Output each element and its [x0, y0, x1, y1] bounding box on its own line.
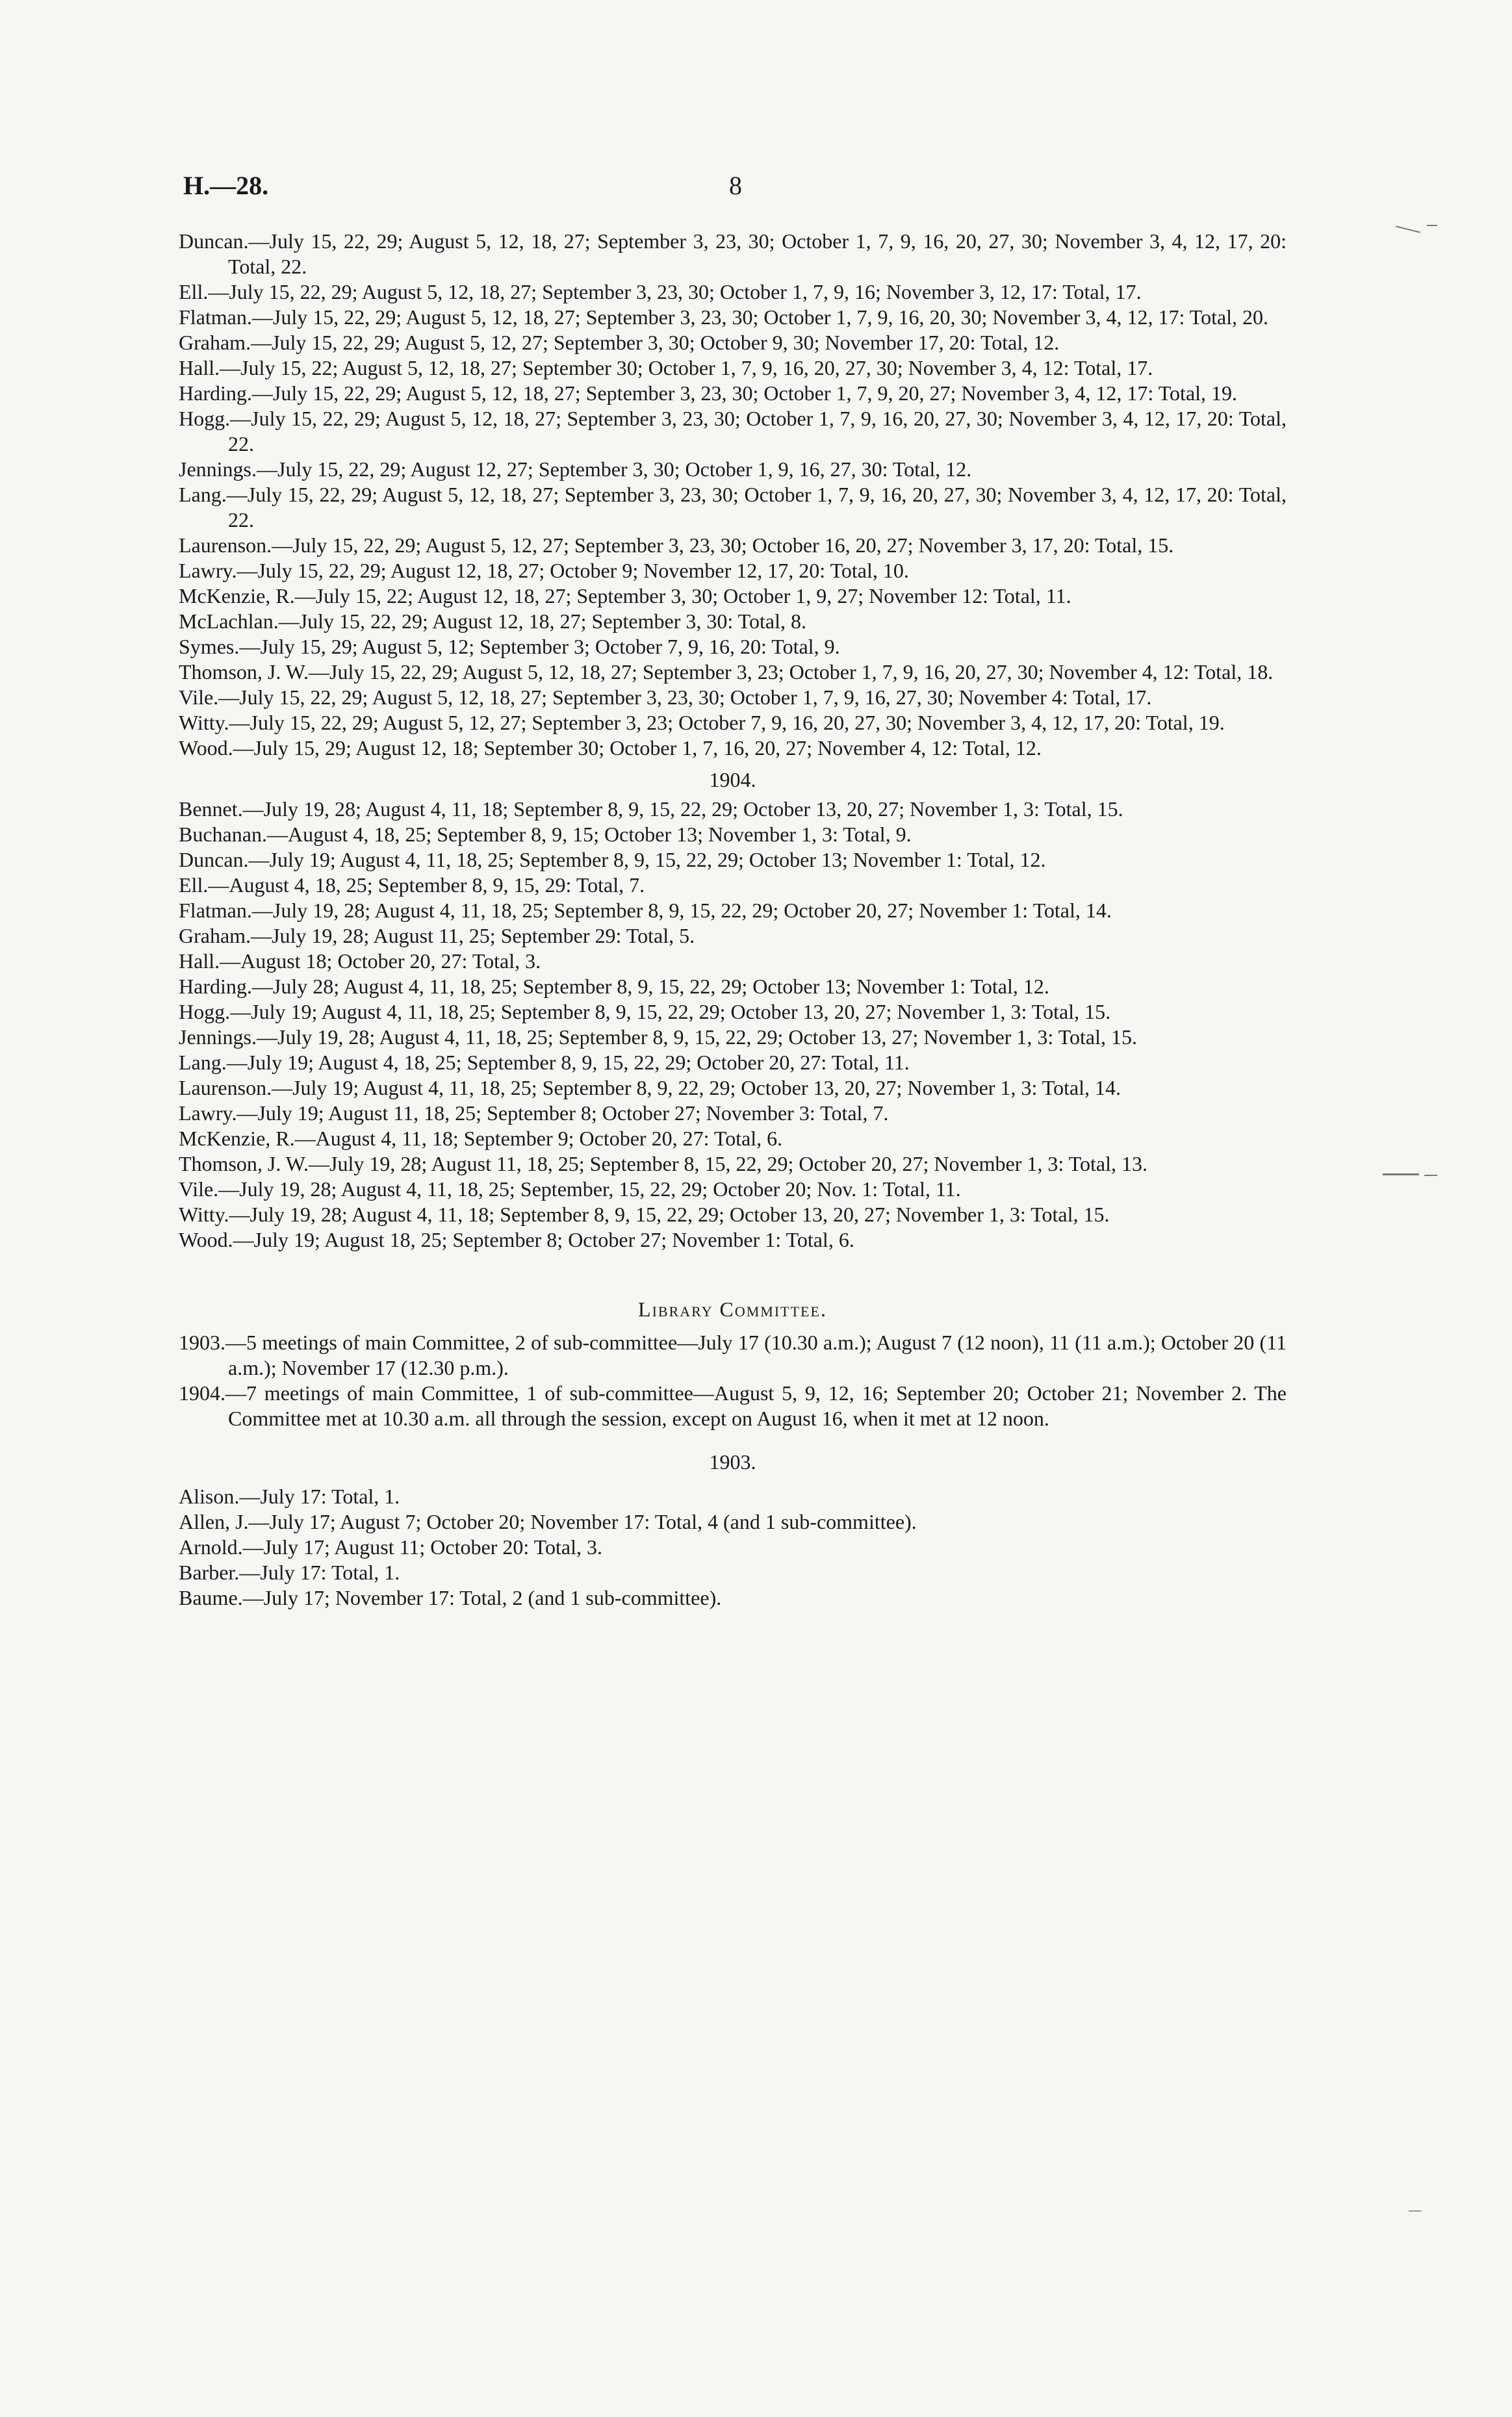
margin-mark [1409, 2210, 1422, 2212]
margin-mark [1396, 225, 1420, 233]
attendance-entry: Bennet.—July 19, 28; August 4, 11, 18; September 8, 9, 15, 22, 29; October 13, 20, 27; November 1, 3: Total, 15. [179, 797, 1123, 821]
attendance-entry: Harding.—July 15, 22, 29; August 5, 12, 18, 27; September 3, 23, 30; October 1, 7, 9, 20, 27; November 3, 4, 12, 17: Total, 19. [179, 381, 1238, 405]
attendance-entry: Thomson, J. W.—July 19, 28; August 11, 18, 25; September 8, 15, 22, 29; October 20, 27; November 1, 3: Total, 13. [179, 1152, 1148, 1175]
attendance-entry: Jennings.—July 15, 22, 29; August 12, 27; September 3, 30; October 1, 9, 16, 27, 30: Total, 12. [179, 457, 972, 481]
attendance-entry: Witty.—July 15, 22, 29; August 5, 12, 27; September 3, 23; October 7, 9, 16, 20, 27, 30; November 3, 4, 12, 17, 20: Total, 19. [179, 711, 1225, 734]
attendance-entry: Graham.—July 19, 28; August 11, 25; September 29: Total, 5. [179, 924, 695, 947]
year-heading-1904: 1904. [709, 768, 756, 791]
attendance-entry: Duncan.—July 19; August 4, 11, 18, 25; September 8, 9, 15, 22, 29; October 13; November 1: Total, 12. [179, 848, 1046, 871]
attendance-entry: Allen, J.—July 17; August 7; October 20; November 17: Total, 4 (and 1 sub-committee). [179, 1510, 917, 1533]
attendance-entry: Hogg.—July 15, 22, 29; August 5, 12, 18, 27; September 3, 23, 30; October 1, 7, 9, 16, 20, 27, 30; November 3, 4, 12, 17, 20: Total, 22. [179, 407, 1287, 455]
attendance-entry: Baume.—July 17; November 17: Total, 2 (and 1 sub-committee). [179, 1586, 722, 1609]
attendance-list-1903-continued [179, 229, 1287, 761]
attendance-entry: Hogg.—July 19; August 4, 11, 18, 25; September 8, 9, 15, 22, 29; October 13, 20, 27; November 1, 3: Total, 15. [179, 1000, 1111, 1023]
page-body [179, 229, 1287, 1611]
attendance-entry: Barber.—July 17: Total, 1. [179, 1561, 400, 1584]
attendance-entry: Laurenson.—July 15, 22, 29; August 5, 12, 27; September 3, 23, 30; October 16, 20, 27; November 3, 17, 20: Total, 15. [179, 533, 1174, 557]
attendance-entry: Lang.—July 19; August 4, 18, 25; September 8, 9, 15, 22, 29; October 20, 27: Total, 11. [179, 1051, 910, 1074]
library-committee-summaries [179, 1330, 1287, 1431]
attendance-list-1904 [179, 797, 1287, 1253]
attendance-entry: Buchanan.—August 4, 18, 25; September 8, 9, 15; October 13; November 1, 3: Total, 9. [179, 823, 912, 846]
attendance-entry: Flatman.—July 19, 28; August 4, 11, 18, 25; September 8, 9, 15, 22, 29; October 20, 27; November 1: Total, 14. [179, 899, 1112, 922]
page-number: 8 [729, 171, 742, 200]
attendance-entry: Harding.—July 28; August 4, 11, 18, 25; September 8, 9, 15, 22, 29; October 13; November 1: Total, 12. [179, 975, 1049, 998]
attendance-entry: Flatman.—July 15, 22, 29; August 5, 12, 18, 27; September 3, 23, 30; October 1, 7, 9, 16, 20, 30; November 3, 4, 12, 17: Total, 20. [179, 305, 1269, 329]
page-header [183, 170, 1288, 209]
margin-mark [1383, 1173, 1419, 1175]
attendance-entry: Hall.—July 15, 22; August 5, 12, 18, 27; September 30; October 1, 7, 9, 16, 20, 27, 30; November 3, 4, 12: Total, 17. [179, 356, 1153, 379]
attendance-entry: Lawry.—July 19; August 11, 18, 25; September 8; October 27; November 3: Total, 7. [179, 1101, 889, 1125]
attendance-entry: Ell.—July 15, 22, 29; August 5, 12, 18, 27; September 3, 23, 30; October 1, 7, 9, 16; November 3, 12, 17: Total, 17. [179, 280, 1142, 303]
meeting-summary: 1904.—7 meetings of main Committee, 1 of sub-committee—August 5, 9, 12, 16; September 20; October 21; November 2. The Committee met at 10.30 a.m. all through the session, except on August 16, when it met at 12 noon. [179, 1381, 1287, 1430]
library-committee-heading: Library Committee. [638, 1298, 827, 1321]
meeting-summary: 1903.—5 meetings of main Committee, 2 of sub-committee—July 17 (10.30 a.m.); August 7 (12 noon), 11 (11 a.m.); October 20 (11 a.m.); November 17 (12.30 p.m.). [179, 1331, 1287, 1379]
library-attendance-list-1903 [179, 1484, 1287, 1611]
attendance-entry: Wood.—July 19; August 18, 25; September 8; October 27; November 1: Total, 6. [179, 1228, 854, 1251]
attendance-entry: Jennings.—July 19, 28; August 4, 11, 18, 25; September 8, 9, 15, 22, 29; October 13, 27; November 1, 3: Total, 15. [179, 1025, 1137, 1049]
attendance-entry: Witty.—July 19, 28; August 4, 11, 18; September 8, 9, 15, 22, 29; October 13, 20, 27; November 1, 3: Total, 15. [179, 1203, 1110, 1226]
attendance-entry: Lawry.—July 15, 22, 29; August 12, 18, 27; October 9; November 12, 17, 20: Total, 10. [179, 559, 909, 582]
document-id: H.—28. [183, 171, 269, 200]
attendance-entry: Symes.—July 15, 29; August 5, 12; September 3; October 7, 9, 16, 20: Total, 9. [179, 635, 840, 658]
attendance-entry: Ell.—August 4, 18, 25; September 8, 9, 15, 29: Total, 7. [179, 873, 645, 897]
year-heading-1903: 1903. [709, 1450, 756, 1474]
attendance-entry: McKenzie, R.—July 15, 22; August 12, 18, 27; September 3, 30; October 1, 9, 27; November 12: Total, 11. [179, 584, 1071, 607]
attendance-entry: McLachlan.—July 15, 22, 29; August 12, 18, 27; September 3, 30: Total, 8. [179, 609, 806, 633]
attendance-entry: Thomson, J. W.—July 15, 22, 29; August 5, 12, 18, 27; September 3, 23; October 1, 7, 9, 16, 20, 27, 30; November 4, 12: Total, 18. [179, 660, 1274, 684]
margin-mark [1427, 225, 1437, 226]
margin-mark [1424, 1175, 1437, 1176]
attendance-entry: Laurenson.—July 19; August 4, 11, 18, 25; September 8, 9, 22, 29; October 13, 20, 27; November 1, 3: Total, 14. [179, 1076, 1121, 1099]
attendance-entry: Vile.—July 19, 28; August 4, 11, 18, 25; September, 15, 22, 29; October 20; Nov. 1: Total, 11. [179, 1177, 961, 1201]
attendance-entry: Hall.—August 18; October 20, 27: Total, 3. [179, 949, 541, 973]
attendance-entry: Graham.—July 15, 22, 29; August 5, 12, 27; September 3, 30; October 9, 30; November 17, 20: Total, 12. [179, 331, 1060, 354]
attendance-entry: McKenzie, R.—August 4, 11, 18; September 9; October 20, 27: Total, 6. [179, 1127, 783, 1150]
attendance-entry: Duncan.—July 15, 22, 29; August 5, 12, 18, 27; September 3, 23, 30; October 1, 7, 9, 16, 20, 27, 30; November 3, 4, 12, 17, 20: Total, 22. [179, 229, 1287, 278]
attendance-entry: Alison.—July 17: Total, 1. [179, 1485, 400, 1508]
attendance-entry: Wood.—July 15, 29; August 12, 18; September 30; October 1, 7, 16, 20, 27; November 4, 12: Total, 12. [179, 736, 1042, 760]
attendance-entry: Vile.—July 15, 22, 29; August 5, 12, 18, 27; September 3, 23, 30; October 1, 7, 9, 16, 27, 30; November 4: Total, 17. [179, 685, 1152, 709]
attendance-entry: Lang.—July 15, 22, 29; August 5, 12, 18, 27; September 3, 23, 30; October 1, 7, 9, 16, 20, 27, 30; November 3, 4, 12, 17, 20: Total, 22. [179, 483, 1287, 531]
attendance-entry: Arnold.—July 17; August 11; October 20: Total, 3. [179, 1535, 602, 1559]
